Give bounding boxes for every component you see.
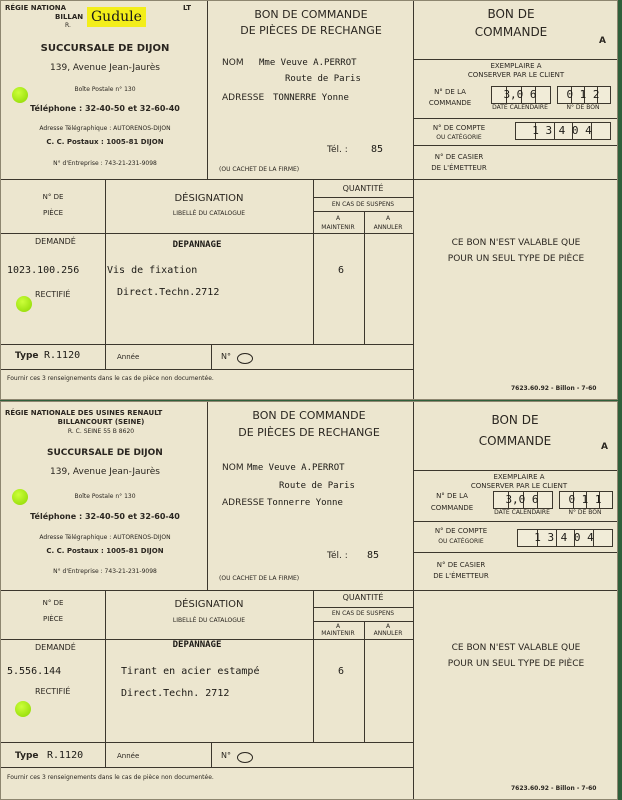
order-title-line1: BON DE COMMANDE bbox=[254, 8, 368, 21]
enterprise-number: N° d'Entreprise : 743-21-231-9098 bbox=[53, 568, 157, 575]
row-divider bbox=[413, 470, 618, 471]
route-value[interactable]: Route de Paris bbox=[285, 74, 361, 84]
company-location: BILLANCOURT (SEINE) bbox=[57, 418, 145, 426]
green-marker-dot bbox=[12, 87, 28, 103]
tel-label: Tél. : bbox=[327, 145, 348, 155]
depannage-note: DEPANNAGE bbox=[172, 240, 222, 250]
circle-mark bbox=[237, 353, 253, 364]
demande-label: DEMANDÉ bbox=[35, 643, 76, 652]
company-location: BILLAN bbox=[55, 13, 84, 21]
postal-box: Boîte Postale n° 130 bbox=[74, 493, 136, 500]
account-value: 1 3 4 0 4 bbox=[534, 531, 594, 544]
copy-line1: EXEMPLAIRE A bbox=[493, 473, 545, 481]
type-label: Type bbox=[15, 351, 39, 361]
nom-value[interactable]: Mme Veuve A.PERROT bbox=[247, 463, 345, 473]
notice-line2: POUR UN SEUL TYPE DE PIÈCE bbox=[447, 659, 585, 669]
company-registry: R. C. SEINE 55 B 8620 bbox=[67, 428, 135, 435]
col-cancel-2: ANNULER bbox=[373, 224, 403, 231]
enterprise-number: N° d'Entreprise : 743-21-231-9098 bbox=[53, 160, 157, 167]
account-label1: N° DE COMPTE bbox=[434, 527, 488, 535]
footnote: Fournir ces 3 renseignements dans le cas de pièce non documentée. bbox=[7, 375, 214, 382]
column-divider bbox=[413, 179, 414, 400]
row-divider bbox=[313, 197, 413, 198]
adresse-value[interactable]: TONNERRE Yonne bbox=[273, 93, 349, 103]
tel-value[interactable]: 85 bbox=[367, 550, 380, 561]
company-registry: R. bbox=[65, 22, 71, 29]
stamp-label: (OU CACHET DE LA FIRME) bbox=[219, 575, 300, 582]
column-divider bbox=[105, 344, 106, 369]
company-name: RÉGIE NATIONA bbox=[5, 4, 67, 12]
green-marker-dot bbox=[12, 489, 28, 505]
branch-name: SUCCURSALE DE DIJON bbox=[47, 448, 163, 458]
reference[interactable]: Direct.Techn.2712 bbox=[117, 287, 220, 298]
annee-label: Année bbox=[117, 752, 140, 760]
route-value[interactable]: Route de Paris bbox=[279, 481, 355, 491]
account-label2: OU CATÉGORIE bbox=[436, 134, 482, 141]
stamp-label: (OU CACHET DE LA FIRME) bbox=[219, 166, 300, 173]
col-piece-header2: PIÈCE bbox=[42, 209, 64, 217]
phone: Téléphone : 32-40-50 et 32-60-40 bbox=[30, 512, 180, 521]
row-divider bbox=[413, 118, 618, 119]
adresse-label: ADRESSE bbox=[222, 498, 265, 508]
col-designation-header: DÉSIGNATION bbox=[174, 193, 244, 204]
column-divider bbox=[413, 1, 414, 179]
order-number-value: 0 1 2 bbox=[566, 88, 600, 101]
row-divider bbox=[413, 521, 618, 522]
order-date-value: 3,0 6 bbox=[503, 88, 537, 101]
commande-title: COMMANDE bbox=[478, 434, 552, 448]
bon-de-title: BON DE bbox=[487, 7, 535, 21]
print-reference: 7623.60.92 - Billon - 7-60 bbox=[511, 385, 597, 392]
row-divider bbox=[413, 59, 618, 60]
col-piece-header2: PIÈCE bbox=[42, 615, 64, 623]
notice-line1: CE BON N'EST VALABLE QUE bbox=[451, 643, 581, 653]
number-caption: N° DE BON bbox=[566, 104, 600, 111]
order-title-line2: DE PIÈCES DE RECHANGE bbox=[238, 426, 380, 439]
copy-line2: CONSERVER PAR LE CLIENT bbox=[467, 71, 565, 79]
branch-name: SUCCURSALE DE DIJON bbox=[40, 43, 170, 54]
date-caption: DATE CALENDAIRE bbox=[494, 509, 550, 516]
date-label1: N° DE LA bbox=[436, 492, 468, 500]
company-name: RÉGIE NATIONALE DES USINES RENAULT bbox=[5, 409, 163, 417]
adresse-label: ADRESSE bbox=[222, 93, 265, 103]
green-marker-dot bbox=[15, 701, 31, 717]
col-maintain-2: MAINTENIR bbox=[321, 224, 355, 231]
order-title-line2: DE PIÈCES DE RECHANGE bbox=[240, 24, 382, 37]
quantity-value[interactable]: 6 bbox=[337, 265, 345, 276]
col-maintain-1: A bbox=[335, 215, 341, 222]
column-divider bbox=[207, 1, 208, 179]
print-reference: 7623.60.92 - Billon - 7-60 bbox=[511, 785, 597, 792]
designation[interactable]: Tirant en acier estampé bbox=[121, 666, 260, 677]
circle-mark bbox=[237, 752, 253, 763]
row-divider bbox=[413, 552, 618, 553]
row-divider bbox=[1, 742, 413, 743]
col-designation-sub: LIBELLÉ DU CATALOGUE bbox=[172, 210, 246, 217]
column-divider bbox=[105, 179, 106, 344]
phone: Téléphone : 32-40-50 et 32-60-40 bbox=[30, 104, 180, 113]
branch-address: 139, Avenue Jean-Jaurès bbox=[50, 467, 160, 477]
row-divider bbox=[413, 145, 618, 146]
green-marker-dot bbox=[16, 296, 32, 312]
notice-line2: POUR UN SEUL TYPE DE PIÈCE bbox=[447, 254, 585, 264]
col-quantity-header: QUANTITÉ bbox=[342, 184, 384, 193]
telegraph-address: Adresse Télégraphique : AUTORENOS-DIJON bbox=[39, 125, 171, 132]
order-form-2 bbox=[0, 401, 618, 800]
column-divider bbox=[413, 590, 414, 800]
col-designation-sub: LIBELLÉ DU CATALOGUE bbox=[172, 617, 246, 624]
part-number[interactable]: 5.556.144 bbox=[7, 666, 62, 677]
column-divider bbox=[313, 179, 314, 344]
casier-label2: DE L'ÉMETTEUR bbox=[433, 572, 489, 580]
col-quantity-sub: EN CAS DE SUSPENS bbox=[331, 201, 395, 208]
rectifie-label: RECTIFIÉ bbox=[35, 687, 71, 696]
copy-letter: A bbox=[599, 36, 606, 46]
column-divider bbox=[413, 402, 414, 590]
type-value[interactable]: R.1120 bbox=[44, 350, 81, 361]
row-divider bbox=[313, 621, 413, 622]
date-caption: DATE CALENDAIRE bbox=[492, 104, 548, 111]
nom-label: NOM bbox=[222, 463, 244, 473]
row-divider bbox=[1, 369, 413, 370]
account-value: 1 3 4 0 4 bbox=[532, 124, 592, 137]
date-label2: COMMANDE bbox=[430, 504, 474, 512]
col-cancel-1: A bbox=[385, 215, 391, 222]
section-divider bbox=[1, 590, 618, 591]
col-piece-header1: N° DE bbox=[42, 599, 64, 607]
copy-line1: EXEMPLAIRE A bbox=[490, 62, 542, 70]
postal-account: C. C. Postaux : 1005-81 DIJON bbox=[46, 547, 164, 555]
nom-value[interactable]: Mme Veuve A.PERROT bbox=[259, 58, 357, 68]
column-divider bbox=[211, 344, 212, 369]
company-name-tail: LT bbox=[183, 4, 192, 12]
column-divider bbox=[105, 590, 106, 742]
reference[interactable]: Direct.Techn. 2712 bbox=[121, 688, 230, 699]
order-form-1 bbox=[0, 0, 618, 400]
telegraph-address: Adresse Télégraphique : AUTORENOS-DIJON bbox=[39, 534, 171, 541]
annee-label: Année bbox=[117, 353, 140, 361]
branch-address: 139, Avenue Jean-Jaurès bbox=[50, 63, 160, 73]
account-label1: N° DE COMPTE bbox=[432, 124, 486, 132]
no-label: N° bbox=[221, 751, 231, 760]
date-label1: N° DE LA bbox=[434, 88, 466, 96]
type-label: Type bbox=[15, 751, 39, 761]
rectifie-label: RECTIFIÉ bbox=[35, 290, 71, 299]
row-divider bbox=[313, 211, 413, 212]
quantity-value[interactable]: 6 bbox=[337, 666, 345, 677]
bon-de-title: BON DE bbox=[491, 413, 539, 427]
postal-account: C. C. Postaux : 1005-81 DIJON bbox=[46, 138, 164, 146]
row-divider bbox=[1, 767, 413, 768]
copy-line2: CONSERVER PAR LE CLIENT bbox=[470, 482, 568, 490]
col-piece-header1: N° DE bbox=[42, 193, 64, 201]
tel-value[interactable]: 85 bbox=[371, 144, 384, 155]
column-divider bbox=[313, 590, 314, 742]
row-divider bbox=[1, 344, 413, 345]
col-maintain-1: A bbox=[335, 623, 341, 630]
casier-label2: DE L'ÉMETTEUR bbox=[431, 164, 487, 172]
column-divider bbox=[211, 742, 212, 767]
col-cancel-1: A bbox=[385, 623, 391, 630]
number-caption: N° DE BON bbox=[568, 509, 602, 516]
casier-label1: N° DE CASIER bbox=[434, 153, 484, 161]
casier-label1: N° DE CASIER bbox=[436, 561, 486, 569]
order-number-value: 0 1 1 bbox=[568, 493, 602, 506]
row-divider bbox=[313, 607, 413, 608]
order-title-line1: BON DE COMMANDE bbox=[252, 409, 366, 422]
order-date-value: 3,0 6 bbox=[505, 493, 539, 506]
section-divider bbox=[1, 179, 618, 180]
column-divider bbox=[105, 742, 106, 767]
copy-letter: A bbox=[601, 442, 608, 452]
col-cancel-2: ANNULER bbox=[373, 630, 403, 637]
demande-label: DEMANDÉ bbox=[35, 237, 76, 246]
col-quantity-sub: EN CAS DE SUSPENS bbox=[331, 610, 395, 617]
column-divider bbox=[207, 402, 208, 590]
no-label: N° bbox=[221, 352, 231, 361]
column-divider bbox=[364, 211, 365, 344]
col-quantity-header: QUANTITÉ bbox=[342, 593, 384, 602]
account-label2: OU CATÉGORIE bbox=[438, 538, 484, 545]
col-maintain-2: MAINTENIR bbox=[321, 630, 355, 637]
commande-title: COMMANDE bbox=[474, 25, 548, 39]
nom-label: NOM bbox=[222, 58, 244, 68]
depannage-note: DEPANNAGE bbox=[172, 640, 222, 650]
designation[interactable]: Vis de fixation bbox=[107, 265, 198, 276]
tel-label: Tél. : bbox=[327, 551, 348, 561]
sticky-note: Gudule bbox=[87, 7, 146, 27]
col-designation-header: DÉSIGNATION bbox=[174, 599, 244, 610]
postal-box: Boîte Postale n° 130 bbox=[74, 86, 136, 93]
part-number[interactable]: 1023.100.256 bbox=[7, 265, 80, 276]
date-label2: COMMANDE bbox=[428, 99, 472, 107]
footnote: Fournir ces 3 renseignements dans le cas de pièce non documentée. bbox=[7, 774, 214, 781]
notice-line1: CE BON N'EST VALABLE QUE bbox=[451, 238, 581, 248]
type-value[interactable]: R.1120 bbox=[47, 750, 84, 761]
adresse-value[interactable]: Tonnerre Yonne bbox=[267, 498, 343, 508]
row-divider bbox=[1, 233, 413, 234]
